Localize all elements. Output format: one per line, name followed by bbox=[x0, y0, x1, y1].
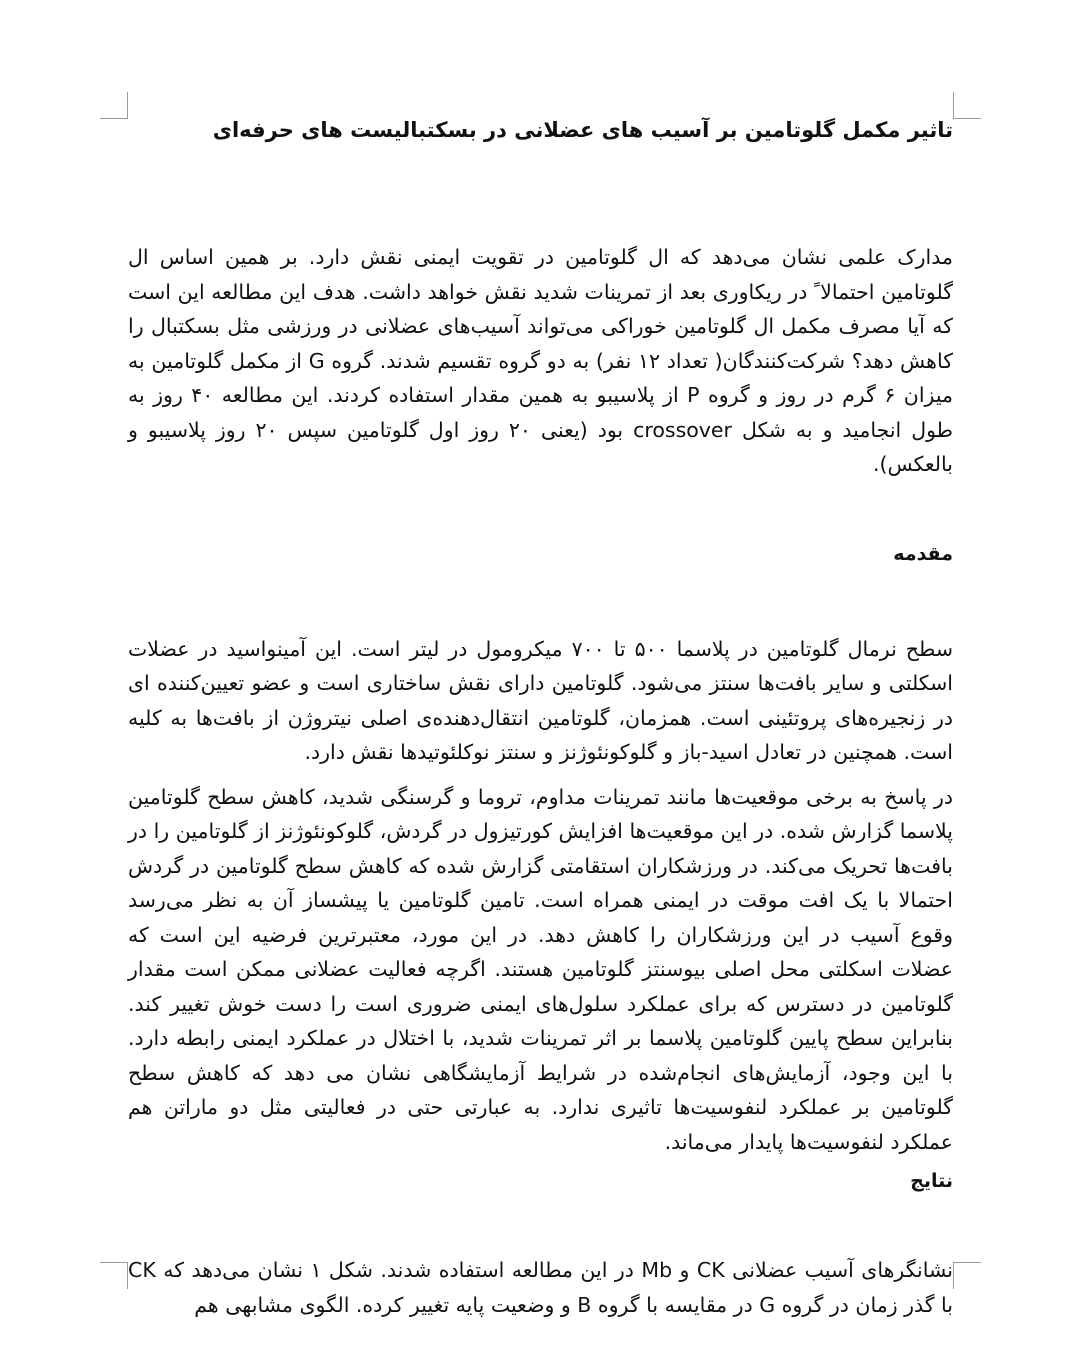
crop-mark-top-right bbox=[953, 118, 981, 119]
results-heading: نتایج bbox=[910, 1170, 953, 1192]
results-paragraph: نشانگرهای آسیب عضلانی CK و Mb در این مطالعه استفاده شدند. شکل ۱ نشان می‌دهد که CK با گذر زمان در گروه G در مقایسه با گروه B و وضعیت پایه تغییر کرده. الگوی مشابهی هم bbox=[128, 1258, 953, 1317]
crop-mark-bottom-right bbox=[953, 1262, 981, 1263]
abstract-paragraph: مدارک علمی نشان می‌دهد که ال گلوتامین در تقویت ایمنی نقش دارد. بر همین اساس ال گلوتامین احتمالا ً در ریکاوری بعد از تمرینات شدید نقش خواهد داشت. هدف این مطالعه این است که آیا مصرف مکمل ال گلوتامین خوراکی می‌تواند آسیب‌های عضلانی در ورزشی مثل بسکتبال را کاهش دهد؟ شرکت‌کنندگان( تعداد ۱۲ نفر) به دو گروه تقسیم شدند. گروه G از مکمل گلوتامین به میزان ۶ گرم در روز و گروه P از پلاسیبو به همین مقدار استفاده کردند. این مطالعه ۴۰ روز به طول انجامید و به شکل crossover بود (یعنی ۲۰ روز اول گلوتامین سپس ۲۰ روز پلاسیبو و بالعکس). bbox=[128, 245, 953, 476]
crop-mark-top-right bbox=[953, 92, 954, 119]
intro-paragraph-1: سطح نرمال گلوتامین در پلاسما ۵۰۰ تا ۷۰۰ میکرومول در لیتر است. این آمینواسید در عضلات اسکلتی و سایر بافت‌ها سنتز می‌شود. گلوتامین دارای نقش ساختاری است و عضو تعیین‌کننده ای در زنجیره‌های پروتئینی است. همزمان، گلوتامین انتقال‌دهنده‌ی اصلی نیتروژن از بافت‌ها به کلیه است. همچنین در تعادل اسید-باز و گلوکونئوژنز و سنتز نوکلئوتیدها نقش دارد. bbox=[128, 636, 954, 764]
intro-heading: مقدمه bbox=[893, 542, 953, 565]
intro-paragraph-2: در پاسخ به برخی موقعیت‌ها مانند تمرینات مداوم، تروما و گرسنگی شدید، کاهش سطح گلوتامین پلاسما گزارش شده. در این موقعیت‌ها افزایش کورتیزول در گردش، گلوکونئوژنز از گلوتامین را در بافت‌ها تحریک می‌کند. در ورزشکاران استقامتی گزارش شده که کاهش سطح گلوتامین در گردش احتمالا با یک افت موقت در ایمنی همراه است. تامین گلوتامین یا پیشساز آن به نظر می‌رسد وقوع آسیب در این ورزشکاران را کاهش دهد. در این مورد، معتبرترین فرضیه این است که عضلات اسکلتی محل اصلی بیوسنتز گلوتامین هستند. اگرچه فعالیت عضلانی ممکن است مقدار گلوتامین در دسترس که برای عملکرد سلول‌های ایمنی ضروری است را دست خوش تغییر کند. بنابراین سطح پایین گلوتامین پلاسما بر اثر تمرینات شدید، با اختلال در عملکرد ایمنی رابطه دارد. با این وجود، آزمایش‌های انجام‌شده در شرایط آزمایشگاهی نشان می دهد که کاهش سطح گلوتامین بر عملکرد لنفوسیت‌ها تاثیری ندارد. به عبارتی حتی در فعالیتی مثل دو ماراتن هم عملکرد لنفوسیت‌ها پایدار می‌ماند. bbox=[128, 784, 953, 1154]
crop-mark-bottom-right bbox=[953, 1262, 954, 1289]
document-title: تاثیر مکمل گلوتامین بر آسیب های عضلانی در بسکتبالیست های حرفه‌ای bbox=[212, 118, 953, 142]
document-page bbox=[128, 110, 953, 1322]
crop-mark-bottom-left bbox=[100, 1262, 128, 1263]
crop-mark-top-left bbox=[100, 118, 128, 119]
